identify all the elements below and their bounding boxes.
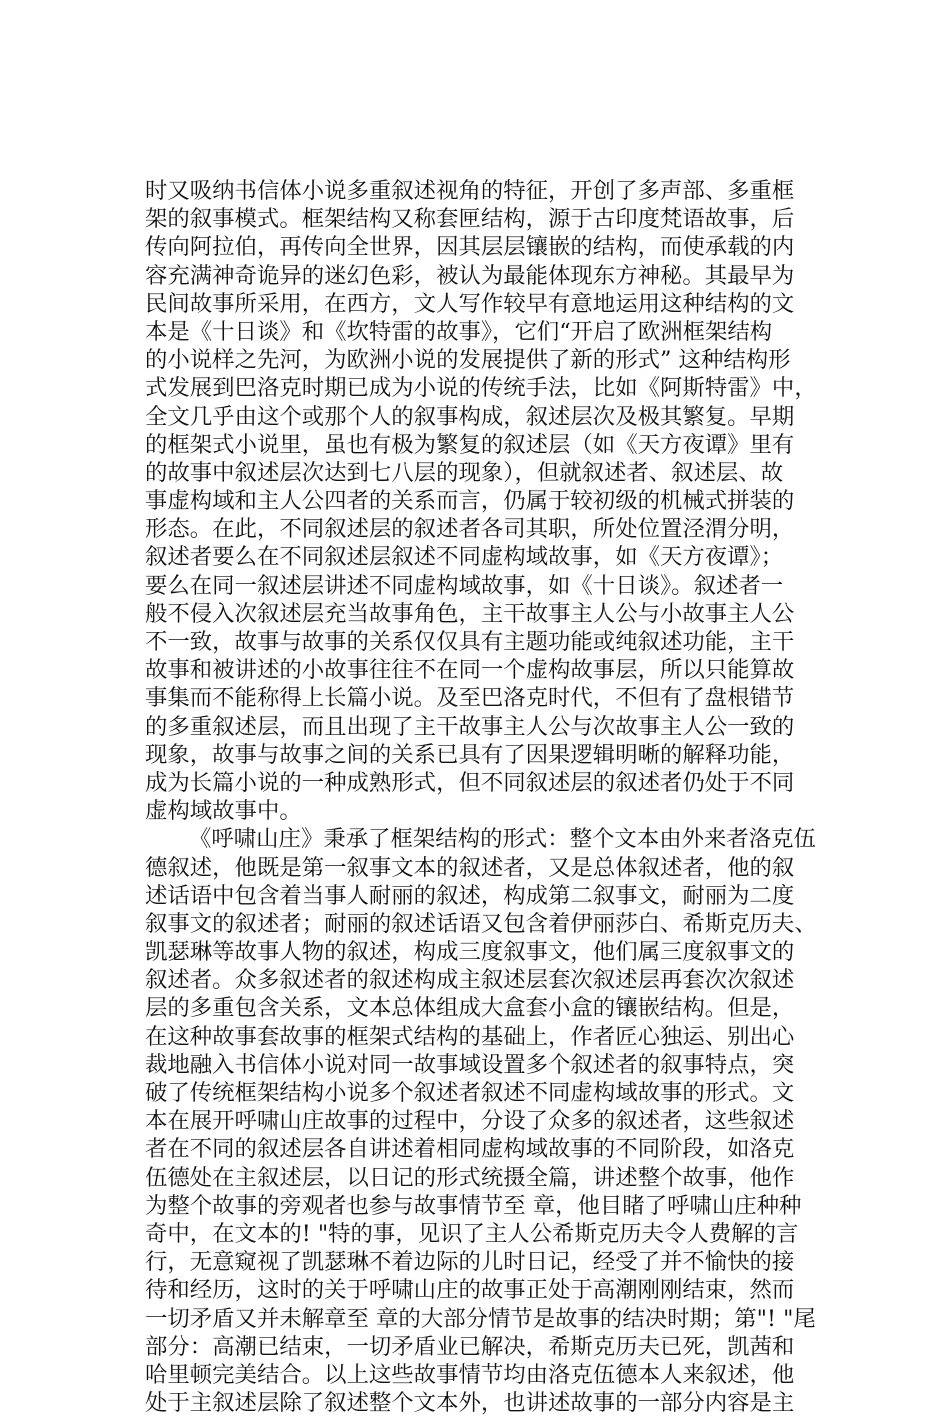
text-line: 要么在同一叙述层讲述不同虚构域故事，如《十日谈》。叙述者一 [145, 572, 784, 599]
text-line: 在这种故事套故事的框架式结构的基础上，作者匠心独运、别出心 [145, 1023, 795, 1050]
text-line: 的故事中叙述层次达到七八层的现象），但就叙述者、叙述层、故 [145, 459, 784, 486]
text-line: 传向阿拉伯，再传向全世界，因其层层镶嵌的结构，而使承载的内 [145, 234, 795, 261]
text-line: 奇中，在文本的! "特的事，见识了主人公希斯克历夫令人费解的言 [145, 1220, 799, 1247]
text-line: 伍德处在主叙述层，以日记的形式统摄全篇，讲述整个故事，他作 [145, 1164, 795, 1191]
text-line: 架的叙事模式。框架结构又称套匣结构，源于古印度梵语故事，后 [145, 206, 795, 233]
text-line: 一切矛盾又并未解章至 章的大部分情节是故事的结决时期；第"! "尾 [145, 1305, 816, 1332]
text-line: 处于主叙述层除了叙述整个文本外，也讲述故事的一部分内容是主 [145, 1390, 795, 1417]
text-line: 者在不同的叙述层各自讲述着相同虚构域故事的不同阶段，如洛克 [145, 1136, 795, 1163]
text-line: 成为长篇小说的一种成熟形式，但不同叙述层的叙述者仍处于不同 [145, 769, 795, 796]
text-line: 故事和被讲述的小故事往往不在同一个虚构故事层，所以只能算故 [145, 657, 795, 684]
text-line: 述话语中包含着当事人耐丽的叙述，构成第二叙事文，耐丽为二度 [145, 882, 795, 909]
text-line: 的小说样之先河，为欧洲小说的发展提供了新的形式” 这种结构形 [145, 347, 791, 374]
text-line: 式发展到巴洛克时期已成为小说的传统手法，比如《阿斯特雷》中， [145, 375, 817, 402]
text-line: 叙述者要么在不同叙述层叙述不同虚构域故事，如《天方夜谭》； [145, 544, 784, 571]
body-text [145, 177, 817, 1417]
text-line: 虚构域故事中。 [145, 798, 302, 825]
text-line: 待和经历，这时的关于呼啸山庄的故事正处于高潮刚刚结束，然而 [145, 1277, 795, 1304]
text-line: 部分：高潮已结束，一切矛盾业已解决，希斯克历夫已死，凯茜和 [145, 1333, 795, 1360]
text-line: 容充满神奇诡异的迷幻色彩，被认为最能体现东方神秘。其最早为 [145, 262, 795, 289]
text-line: 般不侵入次叙述层充当故事角色，主干故事主人公与小故事主人公 [145, 600, 795, 627]
text-line: 层的多重包含关系，文本总体组成大盒套小盒的镶嵌结构。但是， [145, 995, 795, 1022]
text-line: 事集而不能称得上长篇小说。及至巴洛克时代，不但有了盘根错节 [145, 685, 795, 712]
text-line: 叙事文的叙述者；耐丽的叙述话语又包含着伊丽莎白、希斯克历夫、 [145, 910, 817, 937]
text-line: 哈里顿完美结合。以上这些故事情节均由洛克伍德本人来叙述，他 [145, 1361, 795, 1388]
text-line: 德叙述，他既是第一叙事文本的叙述者，又是总体叙述者，他的叙 [145, 854, 795, 881]
text-line: 凯瑟琳等故事人物的叙述，构成三度叙事文，他们属三度叙事文的 [145, 939, 795, 966]
text-line: 为整个故事的旁观者也参与故事情节至 章，他目睹了呼啸山庄种种 [145, 1192, 802, 1219]
paragraph-start-line: 《呼啸山庄》秉承了框架结构的形式：整个文本由外来者洛克伍 [189, 826, 816, 853]
text-line: 时又吸纳书信体小说多重叙述视角的特征，开创了多声部、多重框 [145, 178, 795, 204]
text-line: 形态。在此，不同叙述层的叙述者各司其职，所处位置泾渭分明， [145, 516, 795, 543]
text-line: 现象，故事与故事之间的关系已具有了因果逻辑明晰的解释功能， [145, 741, 795, 768]
text-line: 的框架式小说里，虽也有极为繁复的叙述层（如《天方夜谭》里有 [145, 431, 795, 458]
text-line: 破了传统框架结构小说多个叙述者叙述不同虚构域故事的形式。文 [145, 1080, 795, 1106]
text-line: 的多重叙述层，而且出现了主干故事主人公与次故事主人公一致的 [145, 713, 795, 740]
text-line: 民间故事所采用，在西方，文人写作较早有意地运用这种结构的文 [145, 290, 795, 317]
text-line: 叙述者。众多叙述者的叙述构成主叙述层套次叙述层再套次次叙述 [145, 967, 795, 994]
text-line: 行，无意窥视了凯瑟琳不着边际的儿时日记，经受了并不愉快的接 [145, 1249, 795, 1276]
text-line: 不一致，故事与故事的关系仅仅具有主题功能或纯叙述功能，主干 [145, 629, 795, 655]
text-line: 本是《十日谈》和《坎特雷的故事》，它们“开启了欧洲框架结构 [145, 318, 773, 345]
text-line: 裁地融入书信体小说对同一故事域设置多个叙述者的叙事特点，突 [145, 1051, 795, 1078]
text-line: 本在展开呼啸山庄故事的过程中，分设了众多的叙述者，这些叙述 [145, 1108, 795, 1135]
text-line: 事虚构域和主人公四者的关系而言，仍属于较初级的机械式拼装的 [145, 488, 795, 515]
text-line: 全文几乎由这个或那个人的叙事构成，叙述层次及极其繁复。早期 [145, 403, 795, 430]
